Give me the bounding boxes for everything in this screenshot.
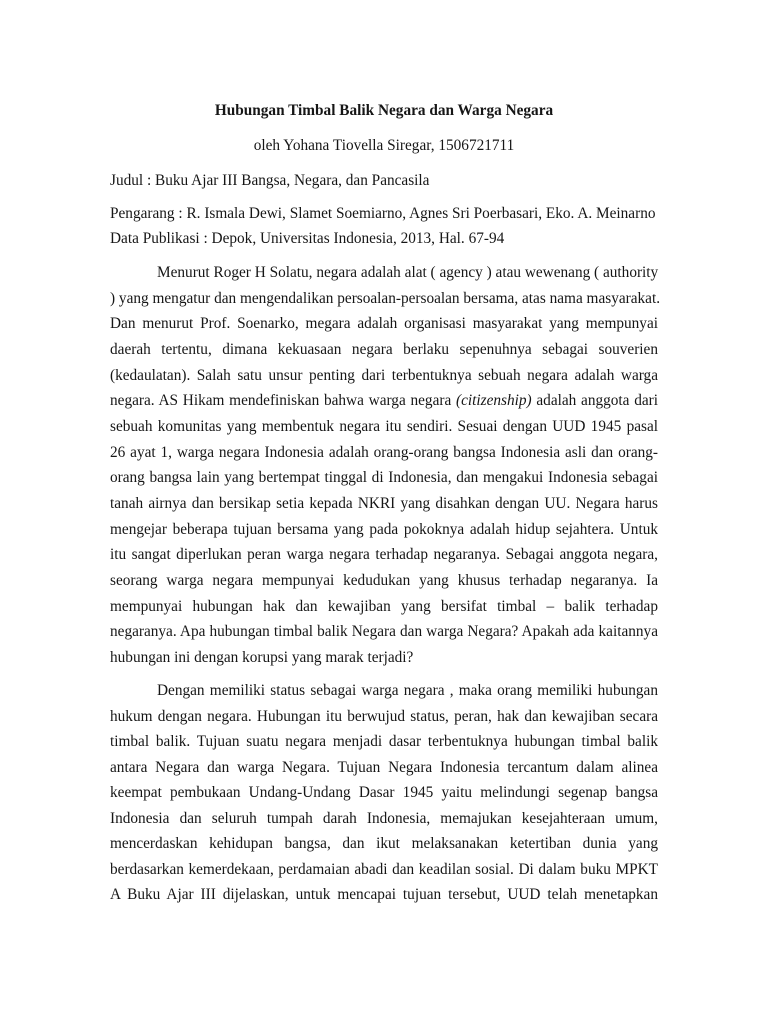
paragraph-2-line-8: berdasarkan kemerdekaan, perdamaian abadi dan keadilan sosial. Di dalam buku MPKT xyxy=(110,860,658,878)
paragraph-1-line-2: ) yang mengatur dan mengendalikan persoalan-persoalan bersama, atas nama masyarakat. xyxy=(110,289,661,307)
meta-pengarang: Pengarang : R. Ismala Dewi, Slamet Soemiarno, Agnes Sri Poerbasari, Eko. A. Meinarno xyxy=(110,205,656,222)
paragraph-1-line-13: seorang warga negara mempunyai kedudukan yang khusus terhadap negaranya. Ia xyxy=(110,572,658,590)
paragraph-1 xyxy=(110,260,661,671)
paragraph-1-line-1: Menurut Roger H Solatu, negara adalah alat ( agency ) atau wewenang ( authority xyxy=(157,264,659,281)
meta-data-publikasi: Data Publikasi : Depok, Universitas Indonesia, 2013, Hal. 67-94 xyxy=(110,230,505,247)
paragraph-1-line-10: tanah airnya dan bersikap setia kepada NKRI yang disahkan dengan UU. Negara harus xyxy=(110,495,658,513)
paragraph-2 xyxy=(110,678,658,908)
meta-judul: Judul : Buku Ajar III Bangsa, Negara, dan Pancasila xyxy=(110,172,430,189)
paragraph-1-line-3: Dan menurut Prof. Soenarko, megara adalah organisasi masyarakat yang mempunyai xyxy=(110,315,658,333)
paragraph-2-line-9: A Buku Ajar III dijelaskan, untuk mencapai tujuan tersebut, UUD telah menetapkan xyxy=(110,886,658,903)
paragraph-1-line-14: mempunyai hubungan hak dan kewajiban yang bersifat timbal – balik terhadap xyxy=(110,597,658,615)
paragraph-1-line-9: orang bangsa lain yang bertempat tinggal di Indonesia, dan mengakui Indonesia sebagai xyxy=(110,469,658,487)
paragraph-2-line-7: mencerdaskan kehidupan bangsa, dan ikut melaksanakan ketertiban dunia yang xyxy=(110,835,658,852)
paragraph-1-line-6-text-after: adalah anggota dari xyxy=(536,392,658,410)
paragraph-1-line-16: hubungan ini dengan korupsi yang marak terjadi? xyxy=(110,649,414,667)
paragraph-2-line-3: timbal balik. Tujuan suatu negara menjadi dasar terbentuknya hubungan timbal balik xyxy=(110,733,658,750)
paragraph-1-line-15: negaranya. Apa hubungan timbal balik Negara dan warga Negara? Apakah ada kaitannya xyxy=(110,623,658,641)
paragraph-1-line-6 xyxy=(110,388,658,414)
paragraph-1-line-11: mengejar beberapa tujuan bersama yang pada pokoknya adalah hidup sejahtera. Untuk xyxy=(110,520,658,538)
paragraph-2-line-4: antara Negara dan warga Negara. Tujuan Negara Indonesia tercantum dalam alinea xyxy=(110,758,658,776)
paragraph-2-line-1: Dengan memiliki status sebagai warga negara , maka orang memiliki hubungan xyxy=(157,682,658,699)
paragraph-2-line-6: Indonesia dan seluruh tumpah darah Indonesia, memajukan kesejahteraan umum, xyxy=(110,809,658,827)
paragraph-1-line-6-text-before: negara. AS Hikam mendefiniskan bahwa warga negara xyxy=(110,392,452,410)
document-title: Hubungan Timbal Balik Negara dan Warga Negara xyxy=(214,102,554,119)
paragraph-2-line-5: keempat pembukaan Undang-Undang Dasar 1945 yaitu melindungi segenap bangsa xyxy=(110,784,658,801)
paragraph-1-line-8: 26 ayat 1, warga negara Indonesia adalah orang-orang bangsa Indonesia asli dan orang- xyxy=(110,443,658,461)
paragraph-1-line-7: sebuah komunitas yang membentuk negara itu sendiri. Sesuai dengan UUD 1945 pasal xyxy=(110,418,658,436)
citizenship-term: (citizenship) xyxy=(456,392,532,410)
author-line: oleh Yohana Tiovella Siregar, 1506721711 xyxy=(253,137,515,154)
paragraph-1-line-5: (kedaulatan). Salah satu unsur penting dari terbentuknya sebuah negara adalah warga xyxy=(110,366,658,384)
paragraph-1-line-12: itu sangat diperlukan peran warga negara terhadap negaranya. Sebagai anggota negara, xyxy=(110,546,658,564)
paragraph-1-line-4: daerah tertentu, dimana kekuasaan negara berlaku sepenuhnya sebagai souverien xyxy=(110,341,658,359)
paragraph-2-line-2: hukum dengan negara. Hubungan itu berwujud status, peran, hak dan kewajiban secara xyxy=(110,707,658,725)
